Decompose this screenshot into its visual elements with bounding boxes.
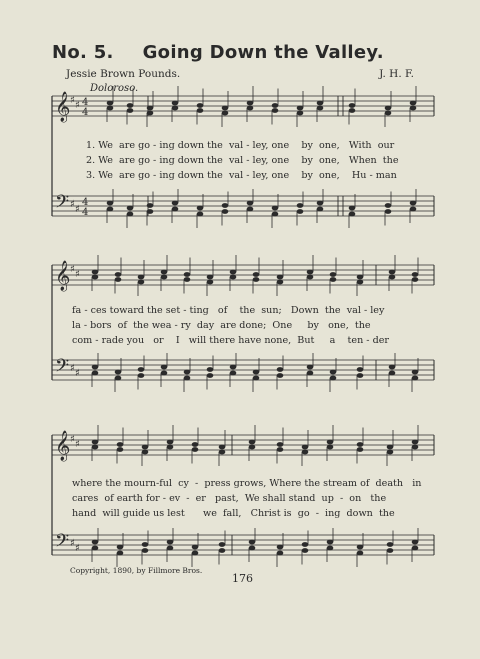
note-head [389,270,396,275]
sharp-icon: ♯ [75,204,80,215]
note-head [167,540,174,545]
note-head [389,275,396,280]
lyric-line: 2. We are go - ing down the val - ley, one by one, When the [86,155,399,166]
note-head [302,548,309,553]
note-head [197,206,204,211]
note-head [327,445,334,450]
bass-clef-icon: 𝄢 [55,356,70,381]
note-head [219,450,226,455]
note-head [385,106,392,111]
note-head [138,275,145,280]
note-head [307,371,314,376]
note-head [207,373,214,378]
sharp-icon: ♯ [70,95,75,106]
note-head [385,209,392,214]
note-head [317,201,324,206]
note-head [115,277,122,282]
treble-clef-icon: 𝄞 [55,261,71,291]
note-head [272,206,279,211]
note-head [167,445,174,450]
note-head [387,548,394,553]
note-head [410,101,417,106]
note-head [207,275,214,280]
note-head [92,365,99,370]
lyricist: Jessie Brown Pounds. [66,68,181,80]
note-head [277,280,284,285]
note-head [410,201,417,206]
note-head [138,367,145,372]
lyric-line: la - bors of the wea - ry day are done; One by one, the [72,320,371,331]
note-head [357,280,364,285]
note-head [385,203,392,208]
note-head [247,101,254,106]
note-head [127,212,134,217]
note-head [192,545,199,550]
lyric-line: cares of earth for - ev - er past, We shall stand up - on the [72,493,387,504]
note-head [138,373,145,378]
note-head [307,270,314,275]
note-head [389,371,396,376]
lyric-line: 1. We are go - ing down the val - ley, one by one, With our [86,140,395,151]
note-head [115,376,122,381]
sharp-icon: ♯ [75,439,80,450]
note-head [167,440,174,445]
sharp-icon: ♯ [70,538,75,549]
note-head [247,201,254,206]
note-head [297,203,304,208]
note-head [307,275,314,280]
note-head [302,542,309,547]
note-head [349,103,356,108]
note-head [277,442,284,447]
time-signature: 4 [82,197,89,208]
note-head [142,542,149,547]
note-head [317,101,324,106]
note-head [277,373,284,378]
note-head [410,207,417,212]
sharp-icon: ♯ [70,264,75,275]
note-head [92,275,99,280]
note-head [317,207,324,212]
note-head [412,376,419,381]
note-head [277,545,284,550]
note-head [247,207,254,212]
note-head [327,440,334,445]
note-head [412,445,419,450]
lyric-line: 3. We are go - ing down the val - ley, one by one, Hu - man [86,170,397,181]
note-head [249,540,256,545]
note-head [357,551,364,556]
note-head [107,101,114,106]
note-head [184,370,191,375]
note-head [330,376,337,381]
lyric-line: fa - ces toward the set - ting of the sun; Down the val - ley [72,305,385,316]
note-head [277,447,284,452]
note-head [184,277,191,282]
note-head [253,272,260,277]
note-head [412,440,419,445]
note-head [302,450,309,455]
note-head [192,447,199,452]
note-head [277,551,284,556]
note-head [330,272,337,277]
note-head [387,542,394,547]
note-head [161,371,168,376]
note-head [253,370,260,375]
note-head [147,106,154,111]
treble-clef-icon: 𝄞 [55,92,71,122]
note-head [307,365,314,370]
note-head [357,373,364,378]
note-head [222,209,229,214]
note-head [412,277,419,282]
note-head [92,270,99,275]
note-head [230,365,237,370]
note-head [138,280,145,285]
note-head [357,442,364,447]
note-head [197,103,204,108]
page-number: 176 [232,572,253,585]
note-head [127,103,134,108]
note-head [219,445,226,450]
note-head [230,275,237,280]
note-head [92,371,99,376]
note-head [92,546,99,551]
note-head [92,445,99,450]
note-head [349,206,356,211]
note-head [161,270,168,275]
note-head [117,551,124,556]
note-head [172,106,179,111]
note-head [219,542,226,547]
note-head [161,365,168,370]
note-head [272,103,279,108]
note-head [412,540,419,545]
note-head [357,367,364,372]
note-head [272,212,279,217]
note-head [247,106,254,111]
sharp-icon: ♯ [75,100,80,111]
note-head [349,108,356,113]
note-head [357,275,364,280]
note-head [219,548,226,553]
note-head [327,540,334,545]
note-head [327,546,334,551]
note-head [142,445,149,450]
sharp-icon: ♯ [70,363,75,374]
lyric-line: com - rade you or I will there have none, But a ten - der [72,335,389,346]
note-head [297,111,304,116]
bass-clef-icon: 𝄢 [55,192,70,217]
note-head [107,201,114,206]
note-head [357,545,364,550]
note-head [147,111,154,116]
note-head [92,440,99,445]
note-head [412,272,419,277]
treble-clef-icon: 𝄞 [55,431,71,461]
note-head [107,106,114,111]
sharp-icon: ♯ [70,434,75,445]
note-head [184,272,191,277]
note-head [192,551,199,556]
note-head [412,546,419,551]
time-signature: 4 [82,107,89,118]
note-head [249,546,256,551]
note-head [161,275,168,280]
note-head [147,209,154,214]
note-head [117,545,124,550]
composer: J. H. F. [379,68,414,80]
note-head [249,440,256,445]
note-head [272,108,279,113]
note-head [172,201,179,206]
note-head [115,370,122,375]
note-head [412,370,419,375]
note-head [230,270,237,275]
note-head [385,111,392,116]
note-head [387,445,394,450]
note-head [387,450,394,455]
sharp-icon: ♯ [70,199,75,210]
note-head [253,376,260,381]
sharp-icon: ♯ [75,269,80,280]
note-head [147,203,154,208]
lyric-line: hand will guide us lest we fall, Christ is go - ing down the [72,508,395,519]
note-head [197,212,204,217]
note-head [317,106,324,111]
note-head [167,546,174,551]
note-head [330,277,337,282]
time-signature: 4 [82,207,89,218]
tempo-marking: Doloroso. [90,83,139,94]
note-head [349,212,356,217]
note-head [249,445,256,450]
time-signature: 4 [82,97,89,108]
note-head [389,365,396,370]
note-head [117,442,124,447]
hymn-number: No. 5. [52,42,114,63]
note-head [127,108,134,113]
note-head [92,540,99,545]
note-head [302,445,309,450]
note-head [253,277,260,282]
note-head [410,106,417,111]
note-head [357,447,364,452]
lyric-line: where the mourn-ful cy - press grows, Where the stream of death in [72,478,422,489]
note-head [207,367,214,372]
note-head [277,275,284,280]
note-head [115,272,122,277]
note-head [197,108,204,113]
note-head [142,450,149,455]
note-head [297,106,304,111]
note-head [207,280,214,285]
note-head [192,442,199,447]
note-head [230,371,237,376]
note-head [277,367,284,372]
note-head [107,207,114,212]
copyright-notice: Copyright, 1890, by Fillmore Bros. [70,566,203,575]
note-head [222,203,229,208]
note-head [184,376,191,381]
note-head [222,111,229,116]
bass-clef-icon: 𝄢 [55,531,70,556]
hymn-title: Going Down the Valley. [142,42,384,63]
note-head [297,209,304,214]
note-head [172,207,179,212]
note-head [172,101,179,106]
sharp-icon: ♯ [75,368,80,379]
sharp-icon: ♯ [75,543,80,554]
note-head [330,370,337,375]
note-head [127,206,134,211]
note-head [142,548,149,553]
note-head [117,447,124,452]
note-head [222,106,229,111]
